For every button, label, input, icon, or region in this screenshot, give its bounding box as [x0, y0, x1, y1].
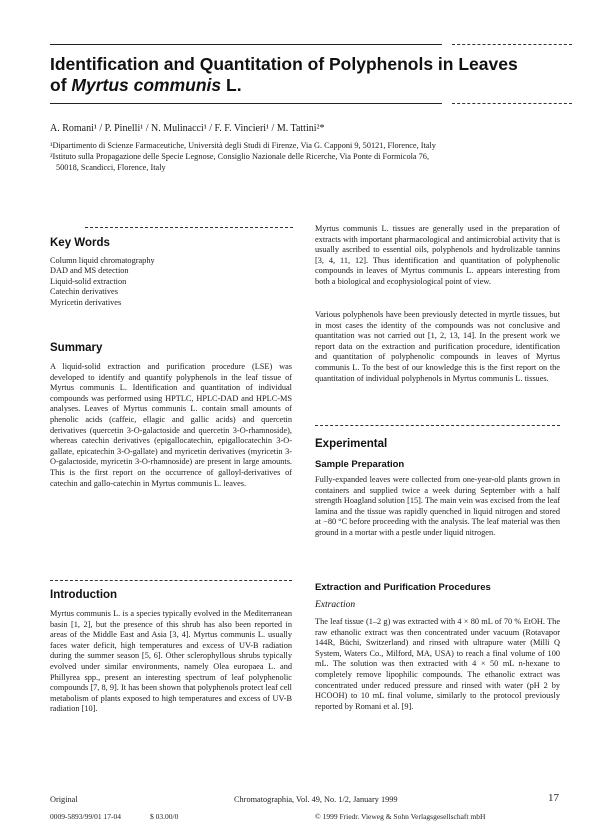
footer-price: $ 03.00/0 [150, 812, 179, 821]
title-line-1: Identification and Quantitation of Polyphenols in Leaves [50, 54, 518, 74]
intro-continued-para-1: Myrtus communis L. tissues are generally used in the preparation of extracts with important pharmacological and antimicrobial activity that is usually ascribed to essential oils, polyphenols and hydrolizable tannins [3, 4, 11, 12]. Thus identification and quantitation of polyphenolic compounds in leaves of Myrtus communis L. appears interesting from both a biological and ecophysiological point of view. [315, 224, 560, 286]
footer-journal: Chromatographia, Vol. 49, No. 1/2, January 1999 [234, 795, 398, 804]
top-rule [50, 44, 442, 45]
introduction-heading: Introduction [50, 589, 118, 601]
keyword-item: Catechin derivatives [50, 287, 118, 297]
summary-end-separator [50, 580, 292, 582]
keyword-item: Liquid-solid extraction [50, 276, 127, 286]
intro-continued-para-2: Various polyphenols have been previously detected in myrtle tissues, but in most cases the identity of the compounds was not conclusive and quantitation was not carried out [1, 2, 13, 14]. In the present work we report data on the extraction and purification procedure, identification and quantitation of polyphenolic compounds in leaves of Myrtus communis L. To the best of our knowledge this is the first report on the quantitation of individual polyphenols in Myrtus communis L. tissues. [315, 310, 560, 383]
summary-heading: Summary [50, 342, 103, 354]
paper-title [50, 54, 570, 96]
title-rule-dashes [452, 103, 572, 105]
left-col-separator [85, 227, 293, 229]
right-col-separator [315, 425, 560, 427]
summary-text: A liquid-solid extraction and purification procedure (LSE) was developed to identify and quantify polyphenols in the leaf tissue of Myrtus communis L. Identification and quantitation of individual compounds was performed using HPTLC, HPLC-DAD and HPLC-MS analyses. Leaves of Myrtus communis L. contain small amounts of phenolic acids (caffeic, ellagic and gallic acids) and quercetin derivatives (quercetin 3-O-galactoside and quercetin 3-O-rhamnoside), whereas catechin derivatives (epigallocatechin, epigallocatechin 3-O-gallate, epicatechin 3-O-gallate) and myricetin derivatives (myricetin 3-O-galactoside, myricetin 3-O-rhamnoside) are present in large amounts. This is the first report on the occurrence of galloyl-derivatives of catechin and gallo-catechin in Myrtus communis L. leaves. [50, 362, 292, 488]
affiliation-3: 50018, Scandicci, Florence, Italy [56, 163, 166, 172]
footer-label: Original [50, 795, 78, 804]
affiliation-1: ¹Dipartimento di Scienze Farmaceutiche, Università degli Studi di Firenze, Via G. Capponi 9, 50121, Florence, Italy [50, 141, 436, 150]
introduction-text: Myrtus communis L. is a species typically evolved in the Mediterranean basin [1, 2], but the presence of this shrub has also been reported in areas of the Middle East and Asia [3, 4]. Myrtus communis L. usually faces water deficit, high temperatures and excess of UV-B radiation during the summer season [5, 6]. Other sclerophyllous shrubs typically evolved under similar environments, namely Olea europaea L. and Phillyrea spp., present an interesting spectrum of leaf polyphenolic compounds [7, 8, 9]. It has been shown that polyphenols protect leaf cell metabolism of plants exposed to high temperatures and excess of UV-B radiation [10]. [50, 609, 292, 714]
title-rule [50, 103, 442, 104]
keywords-list [50, 256, 290, 308]
sample-preparation-heading: Sample Preparation [315, 459, 405, 470]
footer-copyright: © 1999 Friedr. Vieweg & Sohn Verlagsgesellschaft mbH [315, 812, 486, 821]
sample-preparation-text: Fully-expanded leaves were collected from one-year-old plants grown in containers and supplied twice a week during September with a half strength Hoagland solution [15]. The main vein was excised from the leaf lamina and the tissue was rapidly quenched in liquid nitrogen and stored at −80 °C before proceeding with the analysis. The leaf material was then ground in a mortar with a pestle under liquid nitrogen. [315, 475, 560, 537]
extraction-procedures-heading: Extraction and Purification Procedures [315, 582, 491, 593]
affiliation-2: ²Istituto sulla Propagazione delle Specie Legnose, Consiglio Nazionale delle Ricerche, Via Ponte di Formicola 76, [50, 152, 430, 161]
extraction-subheading: Extraction [315, 600, 356, 610]
keyword-item: DAD and MS detection [50, 266, 129, 276]
keyword-item: Myricetin derivatives [50, 297, 122, 307]
extraction-text: The leaf tissue (1–2 g) was extracted with 4 × 80 mL of 70 % EtOH. The raw ethanolic extract was then concentrated under vacuum (Rotavapor 144R, Büchi, Switzerland) and rinsed with ultrapure water (Milli Q System, Waters Co., Milford, MA, USA) to reach a final volume of 100 mL. The solution was then extracted with 4 × 50 mL n-hexane to completely remove lipophilic compounds. The ethanolic extract was concentrated under reduced pressure and rinsed with water (pH 2 by HCOOH) to 10 mL final volume, similarly to the protocol previously reported by Romani et al. [9]. [315, 617, 560, 711]
top-rule-dashes [452, 44, 572, 46]
authors: A. Romani¹ / P. Pinelli¹ / N. Mulinacci¹ / F. F. Vincieri¹ / M. Tattini²* [50, 123, 325, 134]
affiliations [50, 140, 580, 173]
keyword-item: Column liquid chromatography [50, 256, 155, 265]
title-line-2: of Myrtus communis L. [50, 75, 242, 95]
footer-issn: 0009-5893/99/01 17-04 [50, 812, 122, 821]
keywords-heading: Key Words [50, 237, 110, 249]
page-number: 17 [548, 792, 559, 804]
experimental-heading: Experimental [315, 438, 388, 450]
